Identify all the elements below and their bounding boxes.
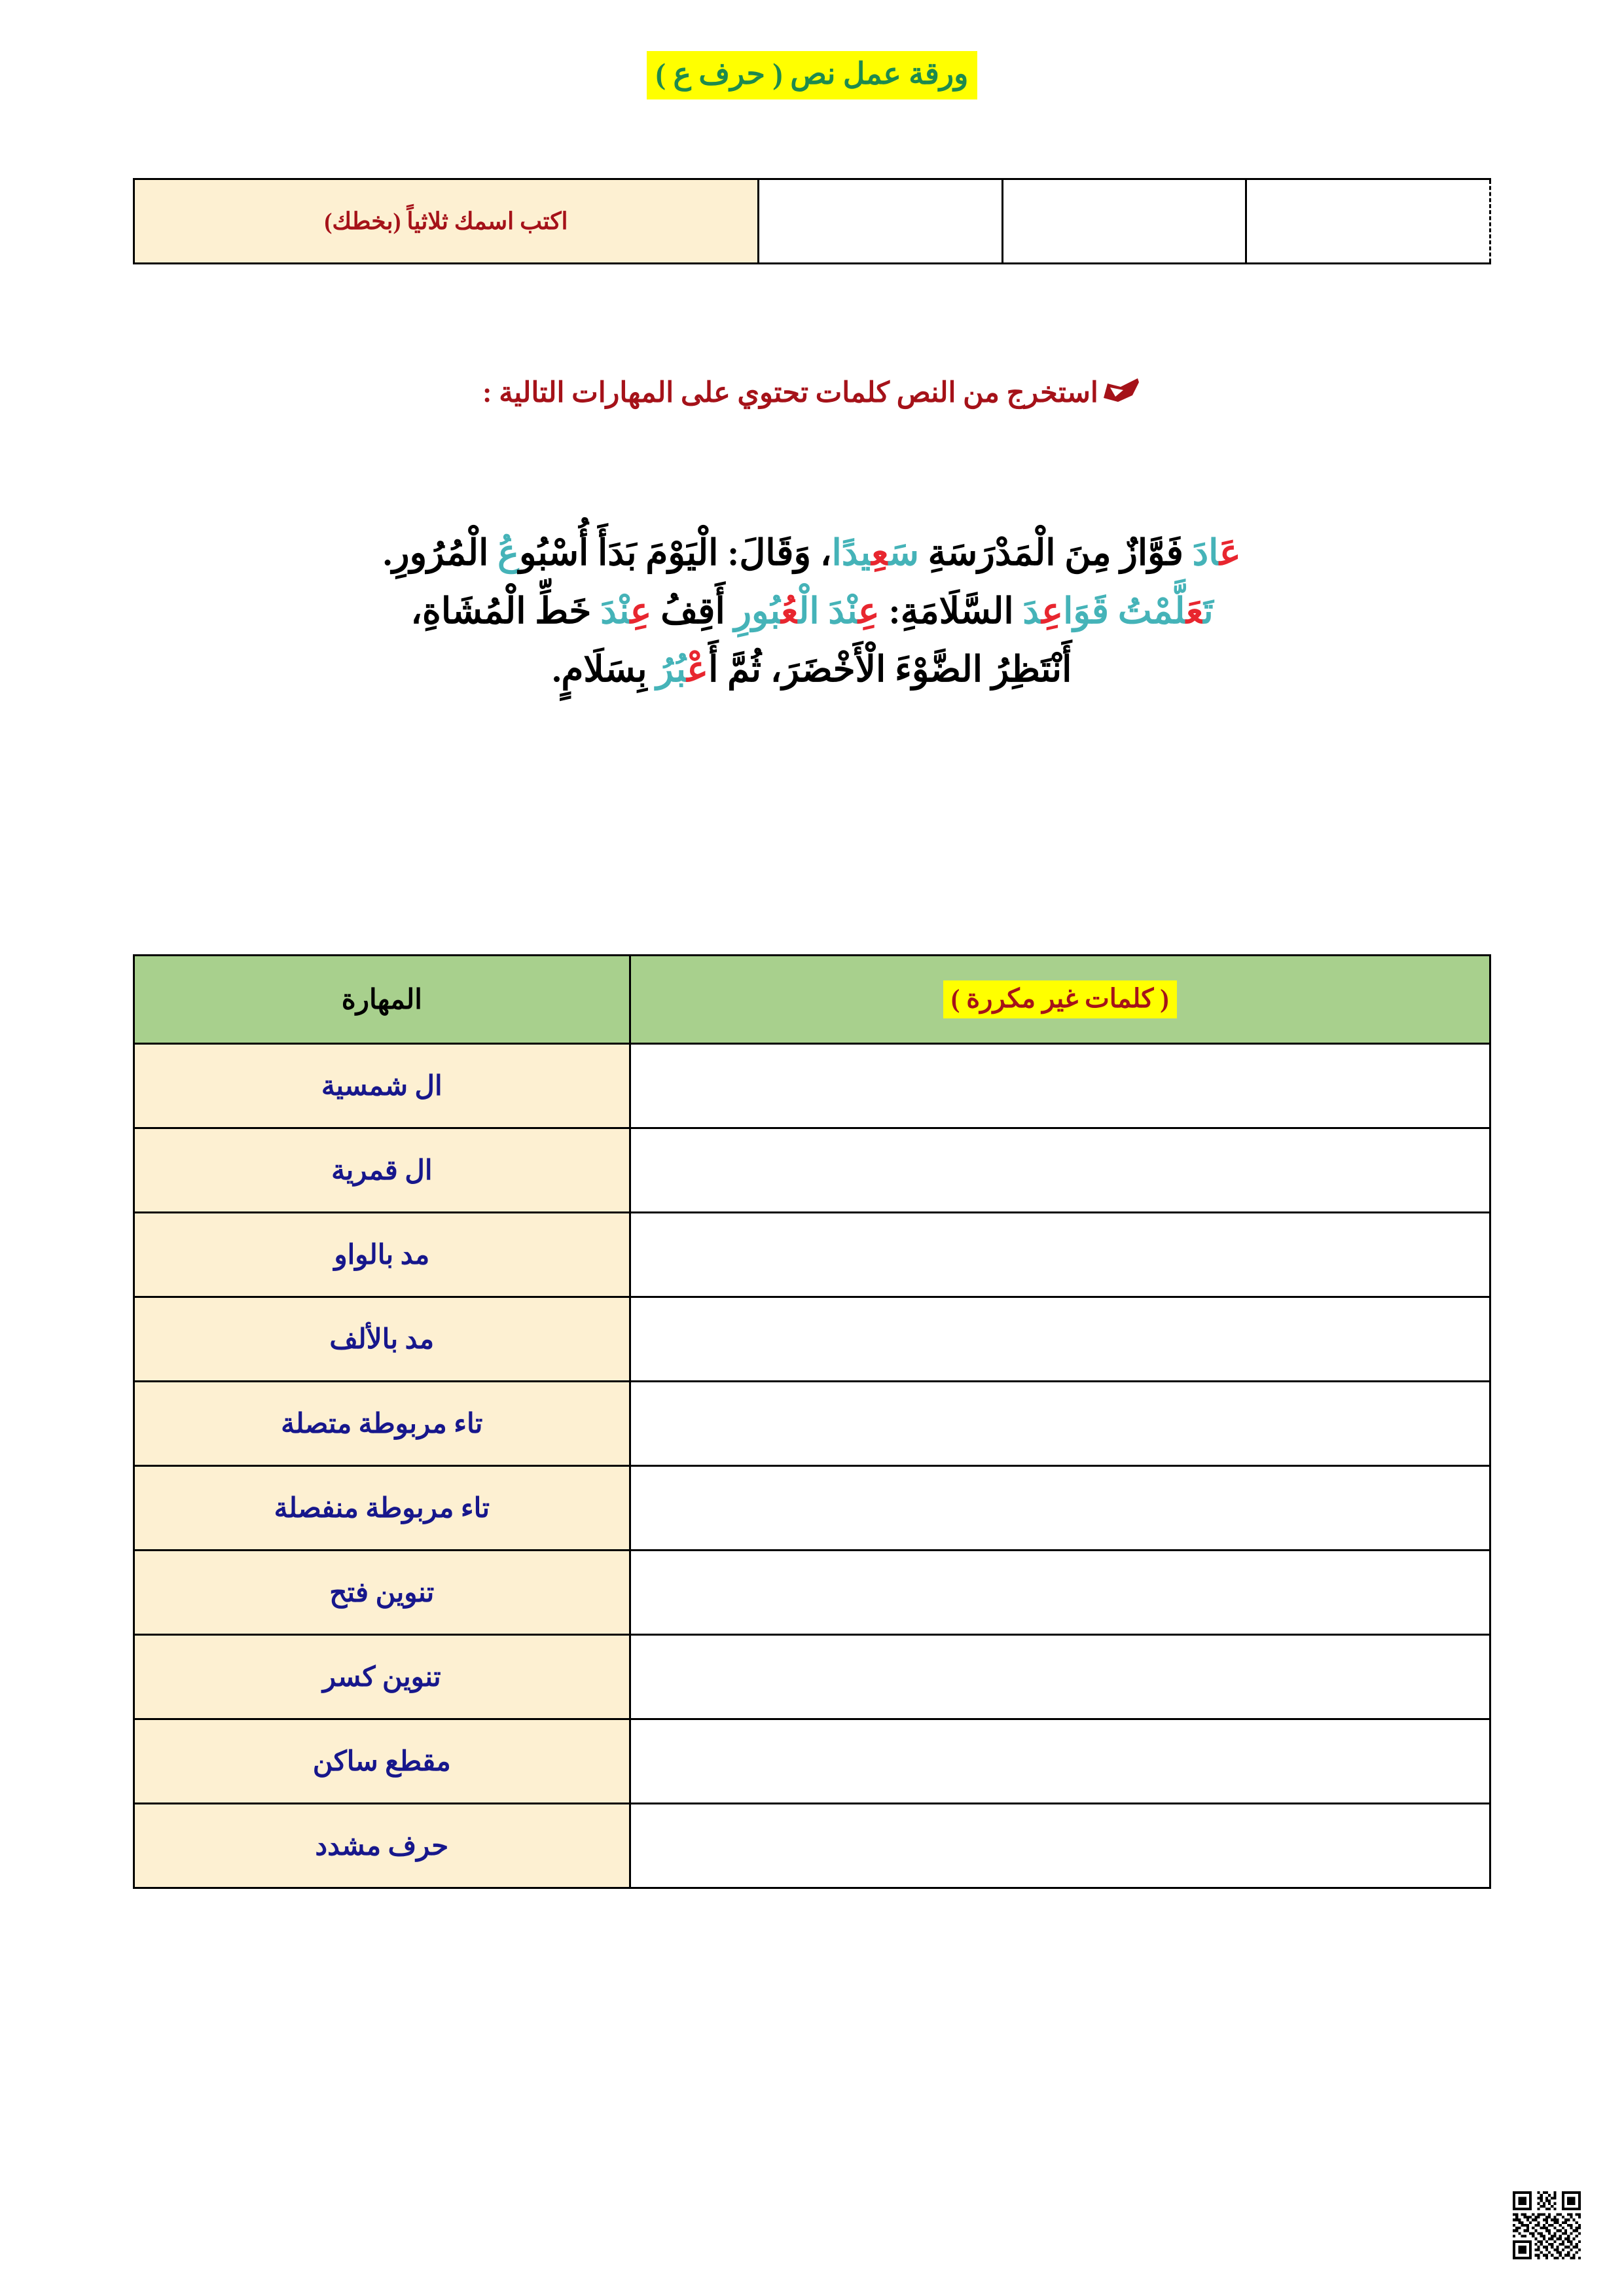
answer-cell-3[interactable] (630, 1213, 1490, 1297)
instruction-text: استخرج من النص كلمات تحتوي على المهارات التالية : (482, 378, 1098, 408)
passage-segment: ، وَقَالَ: الْيَوْمَ بَدَأَ أُسْبُو (518, 533, 832, 573)
skill-cell-2: ال قمرية (134, 1128, 630, 1213)
skills-header-skill (134, 956, 630, 1044)
instruction-line (0, 374, 1624, 412)
passage-segment: ع (687, 649, 709, 690)
skills-table-header-row (134, 956, 1490, 1044)
table-row (134, 1804, 1490, 1888)
passage-segment: ع (1219, 533, 1241, 573)
answer-cell-1[interactable] (630, 1044, 1490, 1128)
table-row (134, 1635, 1490, 1719)
qr-code-icon (1513, 2191, 1581, 2259)
passage-segment: ِد (1022, 591, 1042, 632)
passage-segment: َاد (1192, 533, 1219, 573)
skills-table (133, 954, 1491, 1889)
name-table (133, 178, 1491, 264)
skill-cell-3: مد بالواو (134, 1213, 630, 1297)
passage-segment: ع (497, 533, 519, 573)
table-row (134, 1297, 1490, 1382)
answer-cell-2[interactable] (630, 1128, 1490, 1213)
page-title (0, 51, 1624, 110)
reading-passage (151, 524, 1473, 698)
passage-segment: َ فَوَّازٌ مِنَ الْمَدْرَسَةِ (918, 533, 1193, 573)
name-label-cell: اكتب اسمك ثلاثياً (بخطك) (134, 179, 759, 264)
table-row (134, 1044, 1490, 1128)
passage-line-2 (151, 582, 1473, 640)
name-blank-cell-2[interactable] (1002, 179, 1246, 264)
skills-header-words (630, 956, 1490, 1044)
passage-segment: ْبُر (656, 649, 687, 690)
passage-segment: أَنْتَظِرُ الضَّوْءَ الْأَخْضَرَ، ثُمَّ أَ (708, 649, 1072, 690)
skills-table-body (134, 1044, 1490, 1888)
table-row (134, 1466, 1490, 1551)
passage-segment: ِنْدَ (828, 591, 858, 632)
table-row (134, 1551, 1490, 1635)
table-row (134, 1128, 1490, 1213)
passage-segment: ِيدًا (831, 533, 872, 573)
skill-cell-7: تنوين فتح (134, 1551, 630, 1635)
skill-cell-9: مقطع ساكن (134, 1719, 630, 1804)
passage-segment: ُ الْمُرُورِ. (383, 533, 498, 573)
passage-segment: َ السَّلَامَةِ: (879, 591, 1023, 632)
answer-cell-5[interactable] (630, 1382, 1490, 1466)
passage-segment: خَطِّ الْمُشَاةِ، (410, 591, 601, 632)
skill-cell-1: ال شمسية (134, 1044, 630, 1128)
skill-cell-8: تنوين كسر (134, 1635, 630, 1719)
passage-line-1 (151, 524, 1473, 582)
skills-header-skill-label: المهارة (341, 985, 422, 1015)
table-row (134, 1719, 1490, 1804)
skill-cell-6: تاء مربوطة منفصلة (134, 1466, 630, 1551)
answer-cell-6[interactable] (630, 1466, 1490, 1551)
answer-cell-7[interactable] (630, 1551, 1490, 1635)
passage-segment: ُبُورِ (734, 591, 782, 632)
page-title-text: ورقة عمل نص ( حرف ع ) (647, 51, 978, 99)
passage-segment: ع (781, 591, 799, 632)
passage-segment: َع (871, 533, 889, 573)
skills-header-words-label: ( كلمات غير مكررة ) (943, 980, 1177, 1018)
skill-cell-5: تاء مربوطة متصلة (134, 1382, 630, 1466)
answer-cell-9[interactable] (630, 1719, 1490, 1804)
passage-segment: ت (1203, 591, 1214, 632)
passage-segment: س (888, 533, 919, 573)
pencil-glyph-icon (1101, 374, 1142, 406)
skill-cell-10: حرف مشدد (134, 1804, 630, 1888)
passage-segment: َع (1185, 591, 1204, 632)
name-blank-cell-3[interactable] (1246, 179, 1490, 264)
table-row (134, 179, 1490, 264)
answer-cell-4[interactable] (630, 1297, 1490, 1382)
passage-segment: َلَّمْتُ (1117, 591, 1186, 632)
skill-cell-4: مد بالألف (134, 1297, 630, 1382)
table-row (134, 1382, 1490, 1466)
name-blank-cell-1[interactable] (758, 179, 1002, 264)
passage-segment: ُ بِسَلَامٍ. (552, 649, 657, 690)
answer-cell-8[interactable] (630, 1635, 1490, 1719)
passage-segment: الْ (798, 591, 829, 632)
passage-line-3 (151, 640, 1473, 698)
passage-segment: ِنْدَ (600, 591, 630, 632)
passage-segment: ع (1041, 591, 1064, 632)
answer-cell-10[interactable] (630, 1804, 1490, 1888)
skills-table-container (133, 954, 1491, 1889)
table-row (134, 1213, 1490, 1297)
passage-segment: أَقِفُ (651, 591, 734, 632)
passage-segment: ع (857, 591, 880, 632)
passage-segment: قَوَا (1063, 591, 1118, 632)
name-table-container (133, 178, 1491, 264)
passage-segment: ع (630, 591, 652, 632)
